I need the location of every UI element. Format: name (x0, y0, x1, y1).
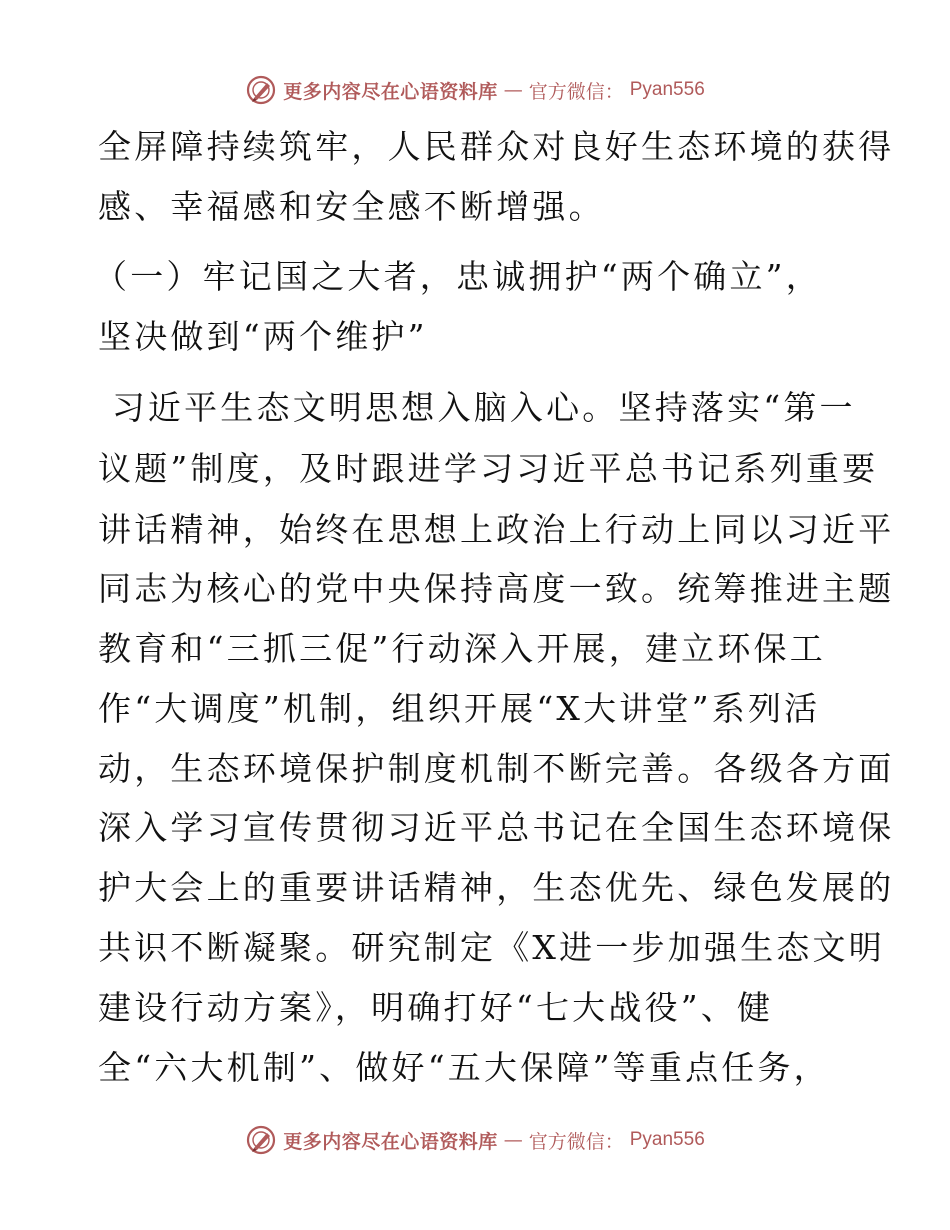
body-line: 作“大调度”机制，组织开展“X大讲堂”系列活 (98, 689, 821, 728)
section-heading-line: （一）牢记国之大者，忠诚拥护“两个确立”， (94, 257, 822, 296)
body-line: 深入学习宣传贯彻习近平总书记在全国生态环境保 (98, 808, 895, 847)
watermark-header (0, 70, 950, 110)
watermark-contact-label: 官方微信： (528, 1130, 624, 1153)
body-line: 全屏障持续筑牢，人民群众对良好生态环境的获得 (98, 127, 895, 166)
body-line: 同志为核心的党中央保持高度一致。统筹推进主题 (98, 569, 895, 608)
watermark-wechat-id: Pyan556 (629, 79, 705, 100)
body-line: 建设行动方案》，明确打好“七大战役”、健 (98, 988, 774, 1027)
body-line: 全“六大机制”、做好“五大保障”等重点任务， (98, 1048, 830, 1087)
watermark-brand: 更多内容尽在心语资料库 (283, 1130, 498, 1153)
watermark-separator: — (503, 1129, 523, 1151)
watermark-brand: 更多内容尽在心语资料库 (283, 80, 498, 103)
body-line: 讲话精神，始终在思想上政治上行动上同以习近平 (98, 510, 895, 549)
section-heading-line: 坚决做到“两个维护” (98, 317, 428, 356)
body-line: 动，生态环境保护制度机制不断完善。各级各方面 (98, 749, 895, 788)
pen-logo-icon (245, 74, 277, 106)
watermark-contact-label: 官方微信： (528, 80, 624, 103)
watermark-wechat-id: Pyan556 (629, 1129, 705, 1150)
body-line: 护大会上的重要讲话精神，生态优先、绿色发展的 (98, 868, 895, 907)
pen-logo-icon (245, 1124, 277, 1156)
body-line: 习近平生态文明思想入脑入心。坚持落实“第一 (98, 388, 856, 427)
body-line: 共识不断凝聚。研究制定《X进一步加强生态文明 (98, 928, 885, 967)
body-line: 议题”制度，及时跟进学习习近平总书记系列重要 (98, 449, 879, 488)
watermark-footer (0, 1120, 950, 1160)
body-line: 教育和“三抓三促”行动深入开展，建立环保工 (98, 629, 826, 668)
watermark-separator: — (503, 79, 523, 101)
body-line: 感、幸福感和安全感不断增强。 (98, 187, 605, 226)
